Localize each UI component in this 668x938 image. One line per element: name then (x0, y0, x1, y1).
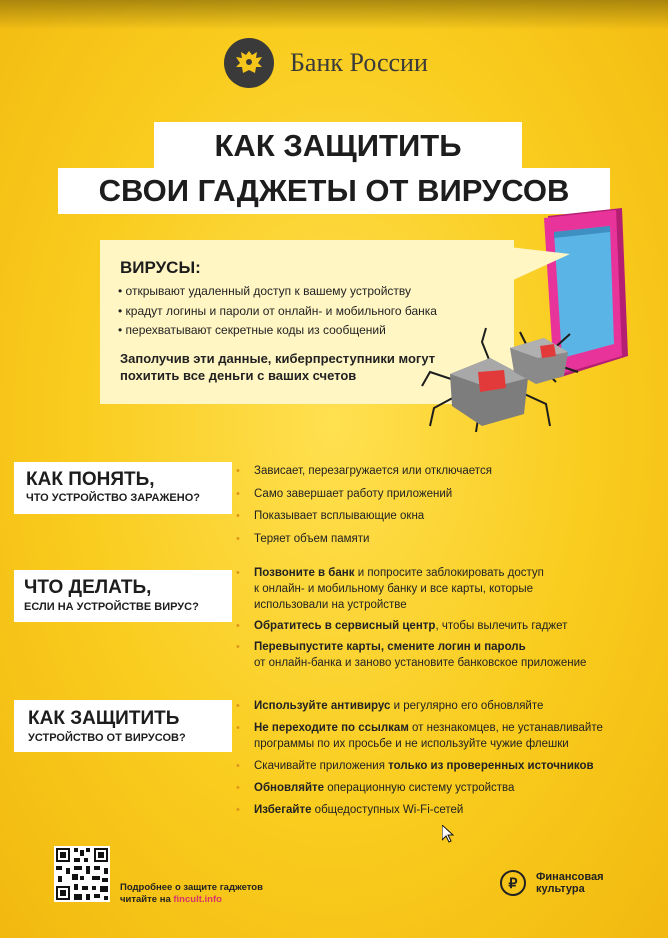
list-item: • Обратитесь в сервисный центр, чтобы вылечить гаджет (236, 618, 586, 634)
fincult-link[interactable]: fincult.info (173, 894, 222, 905)
viruses-list-item: • перехватывают секретные коды из сообщений (118, 321, 437, 341)
list-item: • Показывает всплывающие окна (236, 505, 492, 528)
list-item: • Позвоните в банк и попросите заблокировать доступ к онлайн- и мобильному банку и все карты, которые использовали на устройстве (236, 565, 586, 613)
list-item: • Не переходите по ссылкам от незнакомцев, не устанавливайте программы по их просьбе и не используйте чужие флешки (236, 720, 603, 752)
list-item: • Используйте антивирус и регулярно его обновляйте (236, 698, 603, 714)
section-subheading: ЧТО УСТРОЙСТВО ЗАРАЖЕНО? (26, 492, 200, 504)
section-heading: КАК ПОНЯТЬ, (26, 469, 155, 490)
viruses-note: Заполучив эти данные, киберпреступники могут похитить все деньги с ваших счетов (120, 351, 436, 383)
viruses-list-item: • открывают удаленный доступ к вашему устройству (118, 282, 437, 302)
qr-code-icon[interactable] (54, 846, 110, 902)
protection-tips-list (236, 698, 603, 824)
list-item: • Избегайте общедоступных Wi-Fi-сетей (236, 802, 603, 818)
section-label-how-to-know (14, 462, 232, 514)
list-item: • Само завершает работу приложений (236, 483, 492, 506)
section-heading: КАК ЗАЩИТИТЬ (28, 708, 180, 729)
ruble-icon: ₽ (500, 870, 526, 896)
bank-logo (224, 38, 428, 88)
list-item: • Перевыпустите карты, смените логин и пароль от онлайн-банка и заново установите банковское приложение (236, 639, 586, 671)
section-label-how-to-protect (14, 700, 232, 752)
title-line-2: СВОИ ГАДЖЕТЫ ОТ ВИРУСОВ (58, 168, 610, 214)
viruses-list-item: • крадут логины и пароли от онлайн- и мобильного банка (118, 302, 437, 322)
more-info-text: Подробнее о защите гаджетов читайте на fincult.info (120, 882, 263, 905)
section-subheading: УСТРОЙСТВО ОТ ВИРУСОВ? (28, 732, 186, 744)
eagle-emblem-icon (224, 38, 274, 88)
viruses-heading: ВИРУСЫ: (120, 258, 201, 277)
viruses-list (118, 282, 437, 341)
what-to-do-list (236, 565, 586, 676)
infection-signs-list (236, 460, 492, 550)
list-item: • Обновляйте операционную систему устройства (236, 780, 603, 796)
list-item: • Теряет объем памяти (236, 528, 492, 551)
bubble-tail (500, 246, 570, 306)
section-heading: ЧТО ДЕЛАТЬ, (24, 577, 152, 598)
section-label-what-to-do (14, 570, 232, 622)
top-shadow (0, 0, 668, 30)
financial-culture-logo: ₽ Финансовая культура (500, 870, 604, 896)
bank-name: Банк России (290, 48, 428, 77)
mouse-cursor-icon (442, 825, 454, 843)
virus-bugs-illustration (420, 322, 580, 442)
section-subheading: ЕСЛИ НА УСТРОЙСТВЕ ВИРУС? (24, 601, 199, 613)
title-line-1: КАК ЗАЩИТИТЬ (154, 122, 522, 170)
list-item: • Скачивайте приложения только из проверенных источников (236, 758, 603, 774)
list-item: • Зависает, перезагружается или отключается (236, 460, 492, 483)
